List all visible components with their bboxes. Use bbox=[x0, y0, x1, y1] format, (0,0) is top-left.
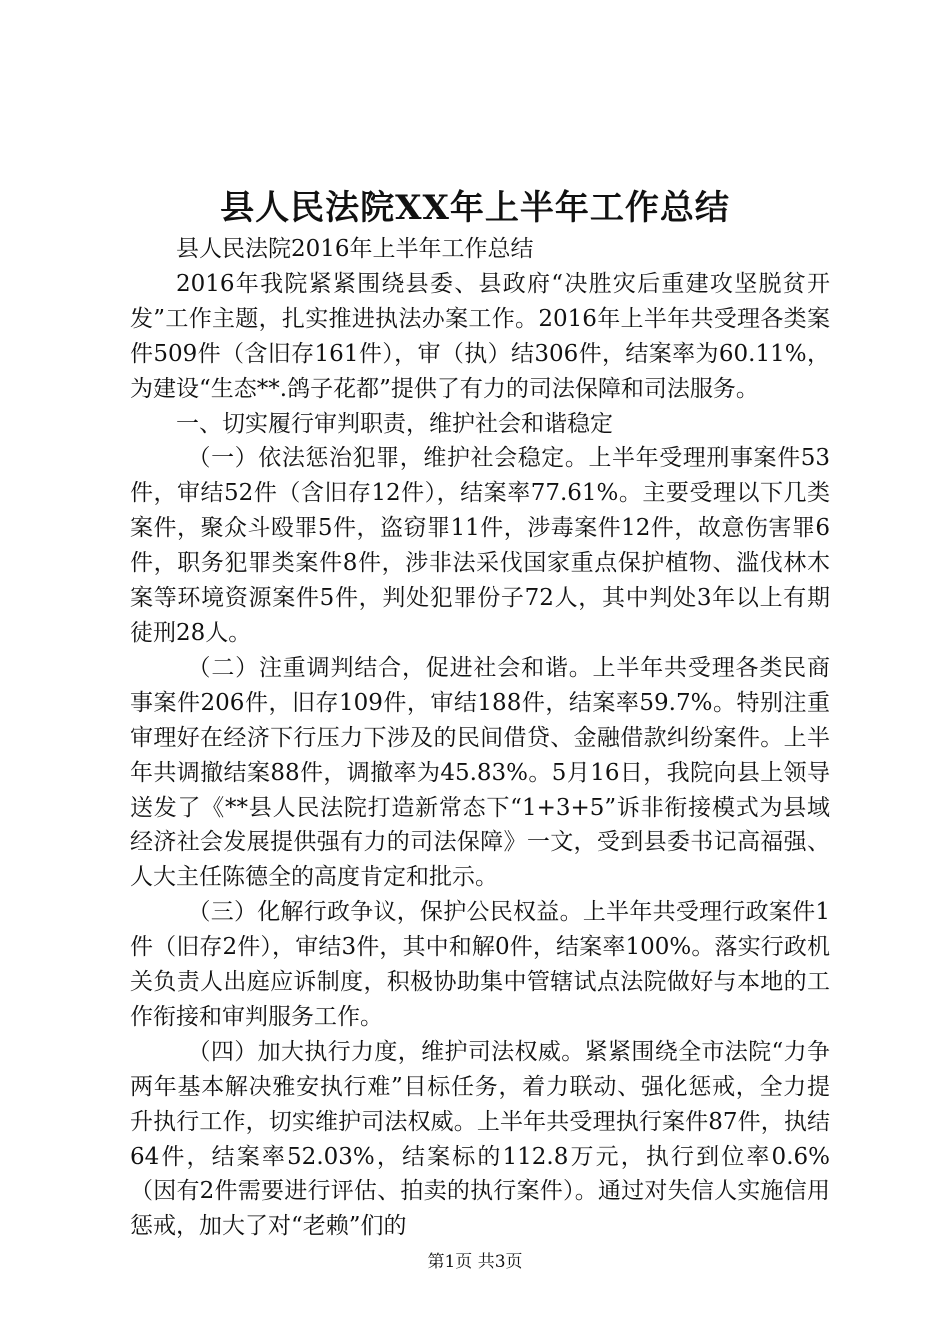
paragraph-criminal: （一）依法惩治犯罪，维护社会稳定。上半年受理刑事案件53件，审结52件（含旧存12件），结案率77.61%。主要受理以下几类案件，聚众斗殴罪5件，盗窃罪11件，涉毒案件12件，故意伤害罪6件，职务犯罪类案件8件，涉非法采伐国家重点保护植物、滥伐林木案等环境资源案件5件，判处犯罪份子72人，其中判处3年以上有期徒刑28人。 bbox=[130, 445, 830, 646]
document-body bbox=[130, 232, 830, 1244]
section-heading-1: 一、切实履行审判职责，维护社会和谐稳定 bbox=[176, 410, 613, 437]
paragraph-subtitle: 县人民法院2016年上半年工作总结 bbox=[176, 236, 534, 262]
paragraph-intro: 2016年我院紧紧围绕县委、县政府“决胜灾后重建攻坚脱贫开发”工作主题，扎实推进执法办案工作。2016年上半年共受理各类案件509件（含旧存161件），审（执）结306件，结案率为60.11%，为建设“生态**.鸽子花都”提供了有力的司法保障和司法服务。 bbox=[130, 270, 830, 402]
paragraph-enforcement: （四）加大执行力度，维护司法权威。紧紧围绕全市法院“力争两年基本解决雅安执行难”目标任务，着力联动、强化惩戒，全力提升执行工作，切实维护司法权威。上半年共受理执行案件87件，执结64件，结案率52.03%，结案标的112.8万元，执行到位率0.6%（因有2件需要进行评估、拍卖的执行案件）。通过对失信人实施信用惩戒，加大了对“老赖”们的 bbox=[130, 1038, 830, 1240]
paragraph-administrative: （三）化解行政争议，保护公民权益。上半年共受理行政案件1件（旧存2件），审结3件，其中和解0件，结案率100%。落实行政机关负责人出庭应诉制度，积极协助集中管辖试点法院做好与本地的工作衔接和审判服务工作。 bbox=[130, 899, 830, 1030]
page-footer: 第1页 共3页 bbox=[427, 1252, 523, 1272]
paragraph-civil: （二）注重调判结合，促进社会和谐。上半年共受理各类民商事案件206件，旧存109件，审结188件，结案率59.7%。特别注重审理好在经济下行压力下涉及的民间借贷、金融借款纠纷案件。上半年共调撤结案88件，调撤率为45.83%。5月16日，我院向县上领导送发了《**县人民法院打造新常态下“1+3+5”诉非衔接模式为县域经济社会发展提供强有力的司法保障》一文，受到县委书记高福强、人大主任陈德全的高度肯定和批示。 bbox=[130, 654, 830, 891]
document-title: 县人民法院XX年上半年工作总结 bbox=[220, 188, 730, 228]
